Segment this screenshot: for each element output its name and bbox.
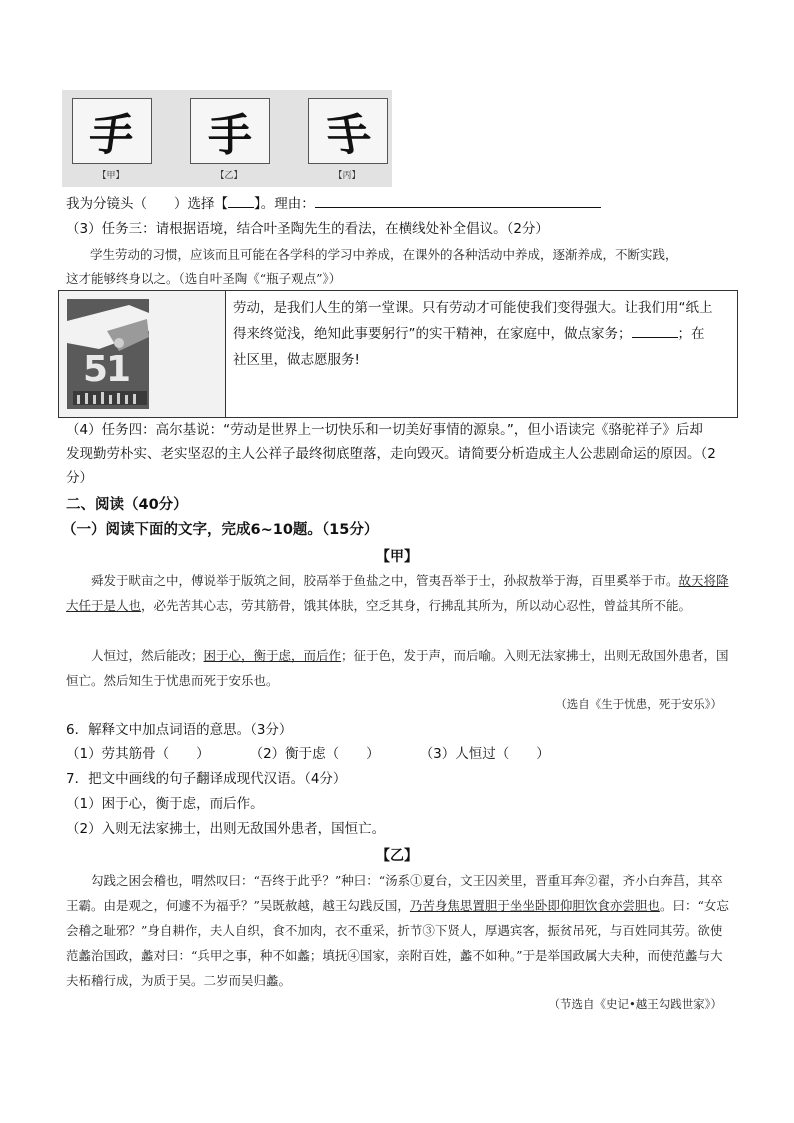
jia-source: （选自《生于忧患，死于安乐》） xyxy=(555,697,722,711)
task3-table xyxy=(58,290,738,418)
quote-line-2: 这才能够终身以之。（选自叶圣陶《“瓶子观点”》） xyxy=(66,271,342,286)
jia-paragraph-1 xyxy=(66,568,730,618)
jia-p1-s3: ，必先苦其心志，劳其筋骨，饿其体肤，空乏其身，行拂乱其所为，所以动心忍性，曾 xyxy=(141,598,617,613)
yi-s2: 白奔莒，其卒王霸。由是观之，何遽不为福乎？”吴既赦越，越王勾践反国， xyxy=(66,873,723,913)
table-answer-blank[interactable] xyxy=(632,337,678,338)
calligraphy-box-yi xyxy=(190,98,270,164)
q7-item-2: （2）入则无法家拂士，出则无敌国外患者，国恒亡。 xyxy=(66,821,386,837)
yi-s5: 。曰：“女忘会稽之耻邪？”身自耕作，夫人自织，食不加肉，衣不重采，折节③下贤人，厚遇 xyxy=(66,898,729,938)
yi-underlined-1: 乃苦身焦思置胆于坐坐卧即仰胆 xyxy=(409,898,585,913)
yi-s6: 宾客，振贫吊死，与百姓同其劳。欲使范蠡治国政，蠡对曰：“兵甲之事，种不如蠡；填抚④国家，亲附百姓， xyxy=(66,923,723,963)
jia-title: 【甲】 xyxy=(376,549,418,565)
calligraphy-char-yi: 手 xyxy=(208,110,252,161)
calligraphy-box-jia xyxy=(72,98,152,164)
jia-p2-s1: 人恒过，然后能改； xyxy=(91,648,204,663)
choice-blank[interactable] xyxy=(228,207,254,208)
calligraphy-char-jia: 手 xyxy=(85,110,137,161)
jia-p1-s1: 舜发于畎亩之中，傅说举于版筑之间，胶鬲举于鱼盐之中，管夷吾举于士，孙叔敖举于海，百里奚举于市。 xyxy=(91,573,679,588)
q6-item-3: （3）人恒过（ ） xyxy=(419,746,550,762)
jia-p2-s4: 外患者，国恒亡。然后知生于忧患而死于安乐也。 xyxy=(66,648,729,688)
section2-title: 二、阅读（40分） xyxy=(66,497,188,513)
calligraphy-label-bing: 【丙】 xyxy=(333,171,361,181)
calligraphy-box-bing xyxy=(308,98,388,164)
yi-source: （节选自《史记•越王勾践世家》） xyxy=(548,997,722,1011)
q7-prompt: 7．把文中画线的句子翻译成现代汉语。（4分） xyxy=(66,771,347,787)
table-after-blank: ；在 xyxy=(677,326,705,342)
calligraphy-char-bing: 手 xyxy=(322,110,376,161)
task3-prompt: （3）任务三：请根据语境，结合叶圣陶先生的看法，在横线处补全倡议。（2分） xyxy=(66,221,549,237)
calligraphy-label-jia: 【甲】 xyxy=(97,171,125,181)
choice-line xyxy=(66,194,601,214)
choice-prefix: 我为分镜头（ ）选择【 xyxy=(66,196,228,212)
table-line-2 xyxy=(233,321,731,347)
yi-s1: 勾践之困会稽也，喟然叹曰：“吾终于此乎？”种曰：“汤系①夏台，文王囚羑里，晋重耳奔②翟，齐小 xyxy=(91,873,648,888)
calligraphy-label-yi: 【乙】 xyxy=(215,171,243,181)
task3-table-text xyxy=(233,295,731,373)
yi-title: 【乙】 xyxy=(376,848,418,864)
choice-suffix: 】。理由： xyxy=(254,196,315,212)
q6-prompt: 6．解释文中加点词语的意思。（3分） xyxy=(66,722,293,738)
section2-part1: （一）阅读下面的文字，完成6~10题。（15分） xyxy=(62,522,379,538)
task4-line-3: 分） xyxy=(66,470,93,486)
yi-paragraph xyxy=(66,868,730,993)
task4-line-2: 发现勤劳朴实、老实坚忍的主人公祥子最终彻底堕落，走向毁灭。请简要分析造成主人公悲剧命运的原因。（2 xyxy=(66,446,716,462)
labor-day-poster xyxy=(59,291,226,417)
table-line-2-text: 得来终觉浅，绝知此事要躬行”的实干精神，在家庭中，做点家务； xyxy=(233,326,632,342)
jia-p1-s4: 益其所不能。 xyxy=(616,598,692,613)
calligraphy-image xyxy=(62,90,392,187)
table-line-1: 劳动，是我们人生的第一堂课。只有劳动才可能使我们变得强大。让我们用“纸上 xyxy=(233,300,713,316)
task3-quote xyxy=(66,243,728,291)
yi-s7: 蠡不如种。”于是举国政属大夫种，而使范蠡与大夫柘稽行成，为质于吴。二岁而吴归蠡。 xyxy=(66,948,723,988)
jia-paragraph-2 xyxy=(66,643,730,693)
q6-items xyxy=(66,744,550,764)
jia-p2-s3: ；征于色，发于声，而后喻。入则无法家拂士，出则无敌国 xyxy=(341,648,667,663)
table-line-3: 社区里，做志愿服务! xyxy=(233,352,360,368)
jia-p2-underlined: 困于心，衡于虑，而后作 xyxy=(203,648,342,663)
jia-p1-underlined: 故天将降大任于是人也 xyxy=(66,573,729,613)
reason-blank[interactable] xyxy=(315,207,601,208)
quote-line-1: 学生劳动的习惯，应该而且可能在各学科的学习中养成，在课外的各种活动中养成，逐渐养成，不断实践， xyxy=(90,247,678,262)
yi-underlined-2: 饮食亦尝胆也 xyxy=(584,898,660,913)
q7-item-1: （1）困于心，衡于虑，而后作。 xyxy=(66,796,264,812)
q6-item-1: （1）劳其筋骨（ ） xyxy=(66,746,210,762)
task4-line-1: （4）任务四：高尔基说：“劳动是世界上一切快乐和一切美好事情的源泉。”，但小语读完《骆驼祥子》后却 xyxy=(66,422,703,438)
q6-item-2: （2）衡于虑（ ） xyxy=(249,746,380,762)
poster-number: 51 xyxy=(83,349,130,390)
